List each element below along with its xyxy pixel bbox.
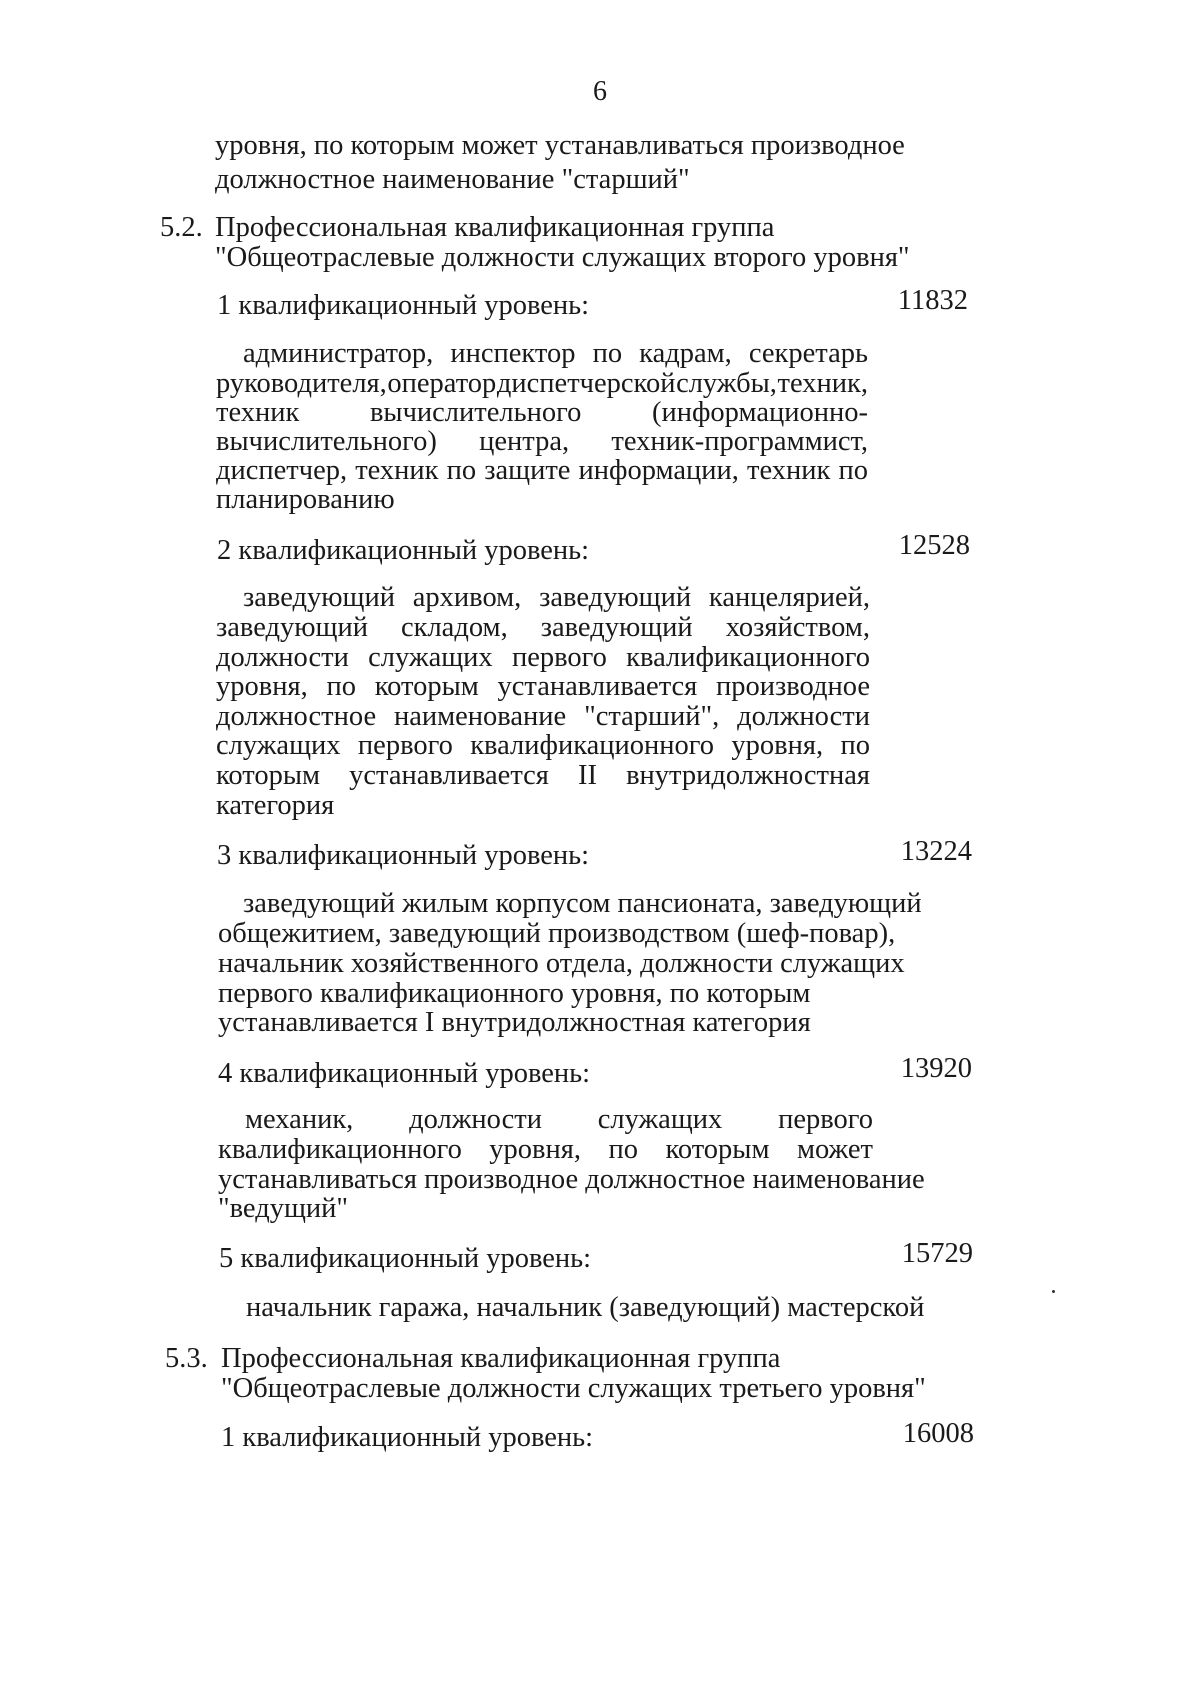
level-desc-line: первого квалификационного уровня, по которым xyxy=(218,978,811,1009)
level-desc-line: механик, должности служащих первого xyxy=(245,1104,873,1135)
level-desc-line: руководителя, оператор диспетчерской службы, техник, xyxy=(216,368,868,399)
level-desc-line: техник вычислительного (информационно- xyxy=(216,397,868,428)
level-amount: 16008 xyxy=(902,1418,974,1449)
level-label: 4 квалификационный уровень: xyxy=(218,1058,591,1089)
level-desc-line: заведующий жилым корпусом пансионата, заведующий xyxy=(243,888,922,919)
page-number: 6 xyxy=(593,76,607,107)
level-amount: 13920 xyxy=(900,1053,972,1084)
level-desc-line: уровня, по которым устанавливается производное xyxy=(216,671,870,702)
level-label: 1 квалификационный уровень: xyxy=(217,290,590,321)
level-desc-line: квалификационного уровня, по которым может xyxy=(218,1134,873,1165)
level-amount: 15729 xyxy=(901,1238,973,1269)
stray-mark xyxy=(1052,1290,1055,1293)
section-number: 5.2. xyxy=(160,212,203,243)
level-desc-line: заведующий архивом, заведующий канцелярией, xyxy=(243,582,870,613)
section-title: Профессиональная квалификационная группа xyxy=(221,1343,781,1374)
level-desc-line: которым устанавливается II внутридолжностная xyxy=(216,760,870,791)
level-desc-line: "ведущий" xyxy=(218,1193,349,1224)
level-desc-line: общежитием, заведующий производством (шеф-повар), xyxy=(218,918,896,949)
level-desc-line: служащих первого квалификационного уровня, по xyxy=(216,730,870,761)
level-desc-line: начальник хозяйственного отдела, должности служащих xyxy=(218,948,905,979)
level-desc-line: вычислительного) центра, техник-программист, xyxy=(216,426,868,457)
section-title: Профессиональная квалификационная группа xyxy=(215,212,775,243)
level-desc-line: администратор, инспектор по кадрам, секретарь xyxy=(243,338,868,369)
section-number: 5.3. xyxy=(165,1343,208,1374)
level-amount: 11832 xyxy=(897,285,968,316)
level-desc-line: категория xyxy=(216,790,335,821)
level-desc-line: начальник гаража, начальник (заведующий) мастерской xyxy=(246,1292,925,1323)
section-title: "Общеотраслевые должности служащих третьего уровня" xyxy=(221,1373,926,1404)
level-desc-line: должностное наименование "старший", должности xyxy=(216,701,870,732)
level-label: 5 квалификационный уровень: xyxy=(219,1243,592,1274)
level-desc-line: диспетчер, техник по защите информации, техник по xyxy=(216,455,868,486)
level-label: 2 квалификационный уровень: xyxy=(217,535,590,566)
level-desc-line: должности служащих первого квалификационного xyxy=(216,642,870,673)
continuation-line: уровня, по которым может устанавливаться производное xyxy=(215,130,905,161)
level-label: 1 квалификационный уровень: xyxy=(221,1422,594,1453)
level-amount: 13224 xyxy=(900,836,972,867)
level-label: 3 квалификационный уровень: xyxy=(217,840,590,871)
level-desc-line: устанавливается I внутридолжностная категория xyxy=(218,1007,811,1038)
level-desc-line: планированию xyxy=(216,484,395,515)
level-desc-line: устанавливаться производное должностное наименование xyxy=(218,1164,925,1195)
level-desc-line: заведующий складом, заведующий хозяйством, xyxy=(216,612,870,643)
continuation-line: должностное наименование "старший" xyxy=(215,164,690,195)
level-amount: 12528 xyxy=(898,530,970,561)
section-title: "Общеотраслевые должности служащих второго уровня" xyxy=(215,242,910,273)
